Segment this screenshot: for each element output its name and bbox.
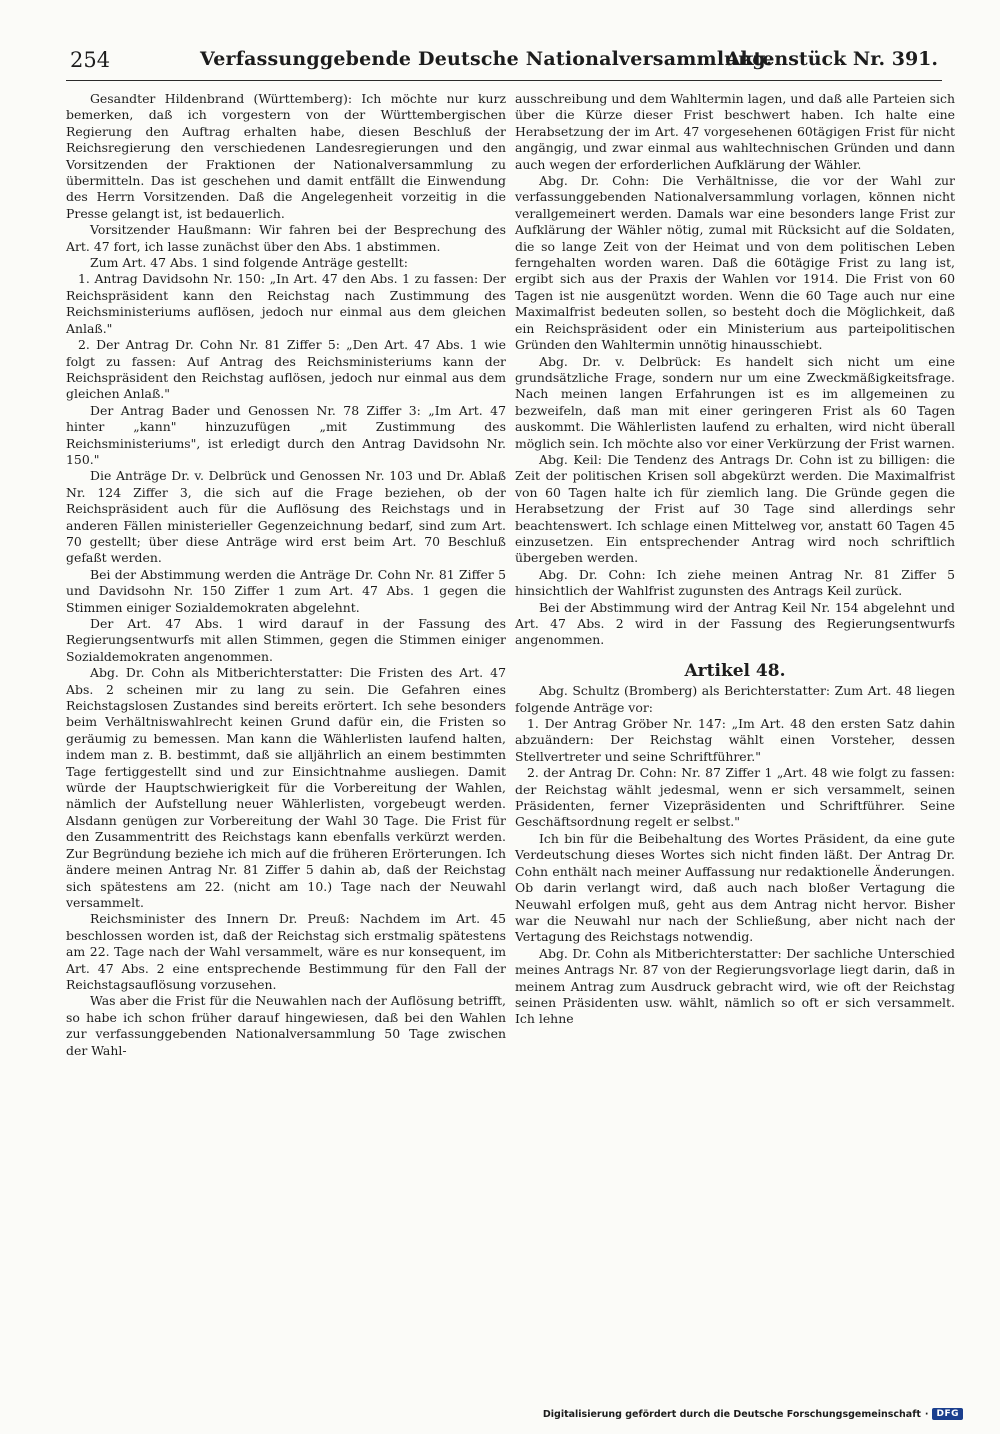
dfg-logo-icon: DFG bbox=[932, 1408, 963, 1420]
list-item: 2. der Antrag Dr. Cohn: Nr. 87 Ziffer 1 „Art. 48 wie folgt zu fassen: der Reichstag wählt jedesmal, wenn er sich versammelt, seinen Präsidenten, ferner Vizepräsidenten und Schriftführer. Seine Geschäftsordnung regelt er selbst." bbox=[515, 765, 955, 830]
paragraph: Zum Art. 47 Abs. 1 sind folgende Anträge gestellt: bbox=[90, 255, 408, 271]
paragraph: Gesandter Hildenbrand (Württemberg): Ich möchte nur kurz bemerken, daß ich vorgestern von der Württembergischen Regierung den Auftrag erhalten habe, diesen Beschluß der Reichsregierung den verschiedenen Landesregierungen und den Vorsitzenden der Fraktionen der Nationalversammlung zu übermitteln. Das ist geschehen und damit entfällt die Einwendung des Herrn Vorsitzenden. Daß die Angelegenheit vorzeitig in die Presse gelangt ist, ist bedauerlich. bbox=[66, 91, 506, 221]
section-heading: Artikel 48. bbox=[684, 660, 786, 681]
list-item: 1. Der Antrag Gröber Nr. 147: „Im Art. 48 den ersten Satz dahin abzuändern: Der Reichstag wählt einen Vorsteher, dessen Stellvertreter und seine Schriftführer." bbox=[515, 716, 955, 764]
list-item: 2. Der Antrag Dr. Cohn Nr. 81 Ziffer 5: „Den Art. 47 Abs. 1 wie folgt zu fassen: Auf Antrag des Reichsministeriums kann der Reichspräsident den Reichstag auflösen, jedoch nur einmal aus dem gleichen Anlaß." bbox=[66, 337, 506, 402]
paragraph: ausschreibung und dem Wahltermin lagen, und daß alle Parteien sich über die Kürze dieser Frist beschwert haben. Ich halte eine Herabsetzung der im Art. 47 vorgesehenen 60tägigen Frist für nicht angängig, und zwar einmal aus wahltechnischen Gründen und dann auch wegen der erforderlichen Aufklärung der Wähler. bbox=[515, 91, 955, 172]
document-number: Aktenstück Nr. 391. bbox=[725, 48, 938, 70]
footer-separator: · bbox=[924, 1408, 929, 1420]
paragraph: Abg. Dr. v. Delbrück: Es handelt sich nicht um eine grundsätzliche Frage, sondern nur um eine Zweckmäßigkeitsfrage. Nach meinen langen Erfahrungen ist es im allgemeinen zu bezweifeln, daß man mit einer geringeren Frist als 60 Tagen auskommt. Die Wählerlisten laufend zu erhalten, wird nicht überall möglich sein. Ich möchte also vor einer Verkürzung der Frist warnen. bbox=[515, 353, 955, 451]
footer-text: Digitalisierung gefördert durch die Deutsche Forschungsgemeinschaft bbox=[542, 1408, 921, 1420]
paragraph: Reichsminister des Innern Dr. Preuß: Nachdem im Art. 45 beschlossen worden ist, daß der Reichstag sich erstmalig spätestens am 22. Tage nach der Wahl versammelt, wäre es nur konsequent, im Art. 47 Abs. 2 eine entsprechende Bestimmung für den Fall der Reichstagsauflösung vorzusehen. bbox=[66, 911, 506, 992]
paragraph: Abg. Dr. Cohn: Die Verhältnisse, die vor der Wahl zur verfassunggebenden Nationalversammlung vorlagen, können nicht verallgemeinert werden. Damals war eine besonders lange Frist zur Aufklärung der Wähler nötig, zumal mit Rücksicht auf die Soldaten, die so lange Zeit von der Heimat und von dem politischen Leben ferngehalten worden waren. Daß die 60tägige Frist zu lang ist, ergibt sich aus der Praxis der Wahlen vor 1914. Die Frist von 60 Tagen ist nie ausgenützt worden. Wenn die 60 Tage auch nur eine Maximalfrist bedeuten sollen, so besteht doch die Möglichkeit, daß ein Reichspräsident oder ein Ministerium aus parteipolitischen Gründen den Wahltermin unnötig hinausschiebt. bbox=[515, 173, 955, 353]
paragraph: Die Anträge Dr. v. Delbrück und Genossen Nr. 103 und Dr. Ablaß Nr. 124 Ziffer 3, die sich auf die Frage beziehen, ob der Reichspräsident auch für die Auflösung des Reichstags und in anderen Fällen ministerieller Gegenzeichnung bedarf, sind zum Art. 70 gestellt; über diese Anträge wird erst beim Art. 70 Beschluß gefaßt werden. bbox=[66, 468, 506, 566]
digitization-footer bbox=[543, 1408, 963, 1420]
running-header bbox=[66, 40, 942, 81]
paragraph: Bei der Abstimmung werden die Anträge Dr. Cohn Nr. 81 Ziffer 5 und Davidsohn Nr. 150 Ziffer 1 zum Art. 47 Abs. 1 gegen die Stimmen einiger Sozialdemokraten abgelehnt. bbox=[66, 566, 506, 615]
list-item: 1. Antrag Davidsohn Nr. 150: „In Art. 47 den Abs. 1 zu fassen: Der Reichspräsident kann den Reichstag nach Zustimmung des Reichsministeriums auflösen, jedoch nur einmal aus dem gleichen Anlaß." bbox=[66, 271, 506, 336]
paragraph: Bei der Abstimmung wird der Antrag Keil Nr. 154 abgelehnt und Art. 47 Abs. 2 wird in der Fassung des Regierungsentwurfs angenommen. bbox=[515, 599, 955, 648]
paragraph: Der Antrag Bader und Genossen Nr. 78 Ziffer 3: „Im Art. 47 hinter „kann" hinzuzufügen „mit Zustimmung des Reichsministeriums", ist erledigt durch den Antrag Davidsohn Nr. 150." bbox=[66, 402, 506, 467]
paragraph: Was aber die Frist für die Neuwahlen nach der Auflösung betrifft, so habe ich schon früher darauf hingewiesen, daß bei den Wahlen zur verfassunggebenden Nationalversammlung 50 Tage zwischen der Wahl- bbox=[66, 993, 506, 1058]
paragraph: Abg. Dr. Cohn als Mitberichterstatter: Der sachliche Unterschied meines Antrags Nr. 87 von der Regierungsvorlage liegt darin, daß in meinem Antrag zum Ausdruck gebracht wird, wie oft der Reichstag seinen Präsidenten usw. wählt, nämlich so oft er sich versammelt. Ich lehne bbox=[515, 945, 955, 1027]
page-number: 254 bbox=[70, 48, 111, 72]
paragraph: Abg. Dr. Cohn: Ich ziehe meinen Antrag Nr. 81 Ziffer 5 hinsichtlich der Wahlfrist zugunsten des Antrags Keil zurück. bbox=[515, 566, 955, 599]
running-title: Verfassunggebende Deutsche Nationalversammlung. bbox=[200, 48, 773, 70]
right-column bbox=[515, 91, 955, 1028]
paragraph: Abg. Schultz (Bromberg) als Berichterstatter: Zum Art. 48 liegen folgende Anträge vor: bbox=[515, 683, 955, 715]
paragraph: Abg. Dr. Cohn als Mitberichterstatter: Die Fristen des Art. 47 Abs. 2 scheinen mir zu lang zu sein. Die Gefahren eines Reichstagslosen Zustandes sind bereits erörtert. Ich sehe besonders beim Verhältniswahlrecht keinen Grund dafür ein, die Fristen so geräumig zu bemessen. Man kann die Wählerlisten laufend halten, indem man z. B. bestimmt, daß sie alljährlich an einem bestimmten Tage fertiggestellt sind und zur Einsichtnahme ausliegen. Damit würde der Hauptschwierigkeit für die Vorbereitung der Wahlen, nämlich der Aufstellung neuer Wählerlisten, vorgebeugt werden. Alsdann genügen zur Vorbereitung der Wahl 30 Tage. Die Frist für den Zusammentritt des Reichstags kann ebenfalls verkürzt werden. Zur Begründung beziehe ich mich auf die früheren Erörterungen. Ich ändere meinen Antrag Nr. 81 Ziffer 5 dahin ab, daß der Reichstag sich spätestens am 22. (nicht am 10.) Tage nach der Neuwahl versammelt. bbox=[66, 665, 506, 910]
paragraph: Abg. Keil: Die Tendenz des Antrags Dr. Cohn ist zu billigen: die Zeit der politischen Krisen soll abgekürzt werden. Die Maximalfrist von 60 Tagen halte ich für ziemlich lang. Die Gründe gegen die Herabsetzung der Frist auf 30 Tage sind allerdings sehr beachtenswert. Ich schlage einen Mittelweg vor, anstatt 60 Tagen 45 einzusetzen. Ein entsprechender Antrag wird noch schriftlich übergeben werden. bbox=[515, 451, 955, 566]
paragraph: Der Art. 47 Abs. 1 wird darauf in der Fassung des Regierungsentwurfs mit allen Stimmen, gegen die Stimmen einiger Sozialdemokraten angenommen. bbox=[66, 616, 506, 664]
left-column bbox=[66, 91, 506, 1059]
paragraph: Ich bin für die Beibehaltung des Wortes Präsident, da eine gute Verdeutschung dieses Wortes sich nicht finden läßt. Der Antrag Dr. Cohn enthält nach meiner Auffassung nur redaktionelle Änderungen. Ob darin verlangt wird, daß auch nach bloßer Vertagung die Neuwahl erfolgen muß, geht aus dem Antrag nicht hervor. Bisher war die Neuwahl nur nach der Schließung, aber nicht nach der Vertagung des Reichstags notwendig. bbox=[515, 830, 955, 945]
paragraph: Vorsitzender Haußmann: Wir fahren bei der Besprechung des Art. 47 fort, ich lasse zunächst über den Abs. 1 abstimmen. bbox=[66, 222, 506, 254]
